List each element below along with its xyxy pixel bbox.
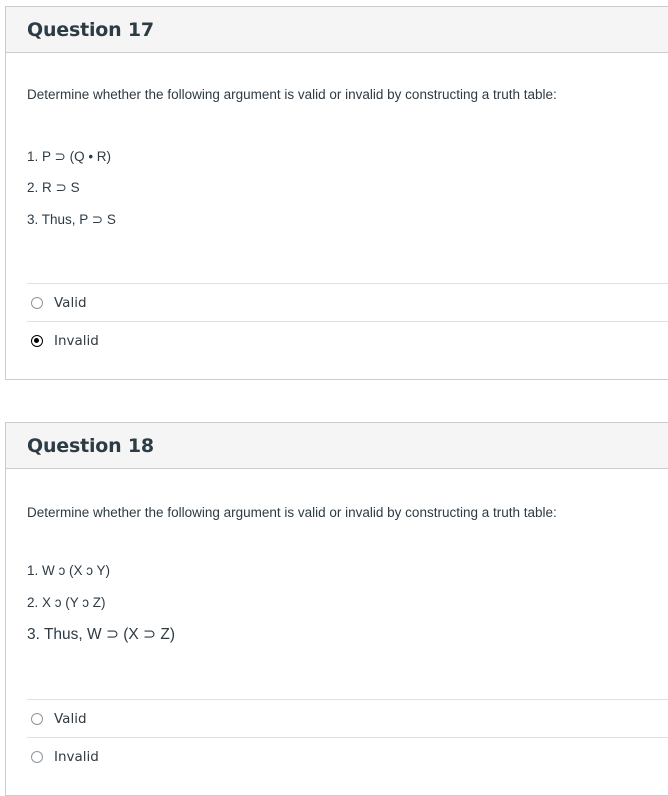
answer-invalid-label: Invalid (54, 748, 99, 765)
radio-invalid[interactable] (31, 751, 43, 763)
premise-1: 1. W ɔ (X ɔ Y) (27, 563, 111, 578)
answer-valid-option[interactable] (27, 283, 668, 321)
question-title: Question 18 (27, 434, 154, 457)
premise-2: 2. X ɔ (Y ɔ Z) (27, 595, 106, 610)
answer-valid-option[interactable] (27, 699, 668, 737)
radio-valid[interactable] (31, 297, 43, 309)
question-17-card (5, 6, 668, 380)
premise-3: 3. Thus, P ⊃ S (27, 212, 116, 227)
question-18-card (5, 422, 668, 796)
answer-invalid-option[interactable] (27, 737, 668, 775)
question-header (6, 423, 668, 469)
question-title: Question 17 (27, 18, 154, 41)
premise-3: 3. Thus, W ⊃ (X ⊃ Z) (27, 626, 175, 643)
answer-invalid-option[interactable] (27, 321, 668, 359)
question-prompt: Determine whether the following argument is valid or invalid by constructing a truth table: (27, 87, 557, 102)
question-prompt: Determine whether the following argument is valid or invalid by constructing a truth table: (27, 505, 557, 520)
radio-invalid[interactable] (31, 335, 43, 347)
answer-valid-label: Valid (54, 294, 87, 311)
premise-1: 1. P ⊃ (Q • R) (27, 149, 112, 164)
answer-invalid-label: Invalid (54, 332, 99, 349)
radio-valid[interactable] (31, 713, 43, 725)
premise-2: 2. R ⊃ S (27, 180, 80, 195)
answer-valid-label: Valid (54, 710, 87, 727)
question-header (6, 7, 668, 53)
